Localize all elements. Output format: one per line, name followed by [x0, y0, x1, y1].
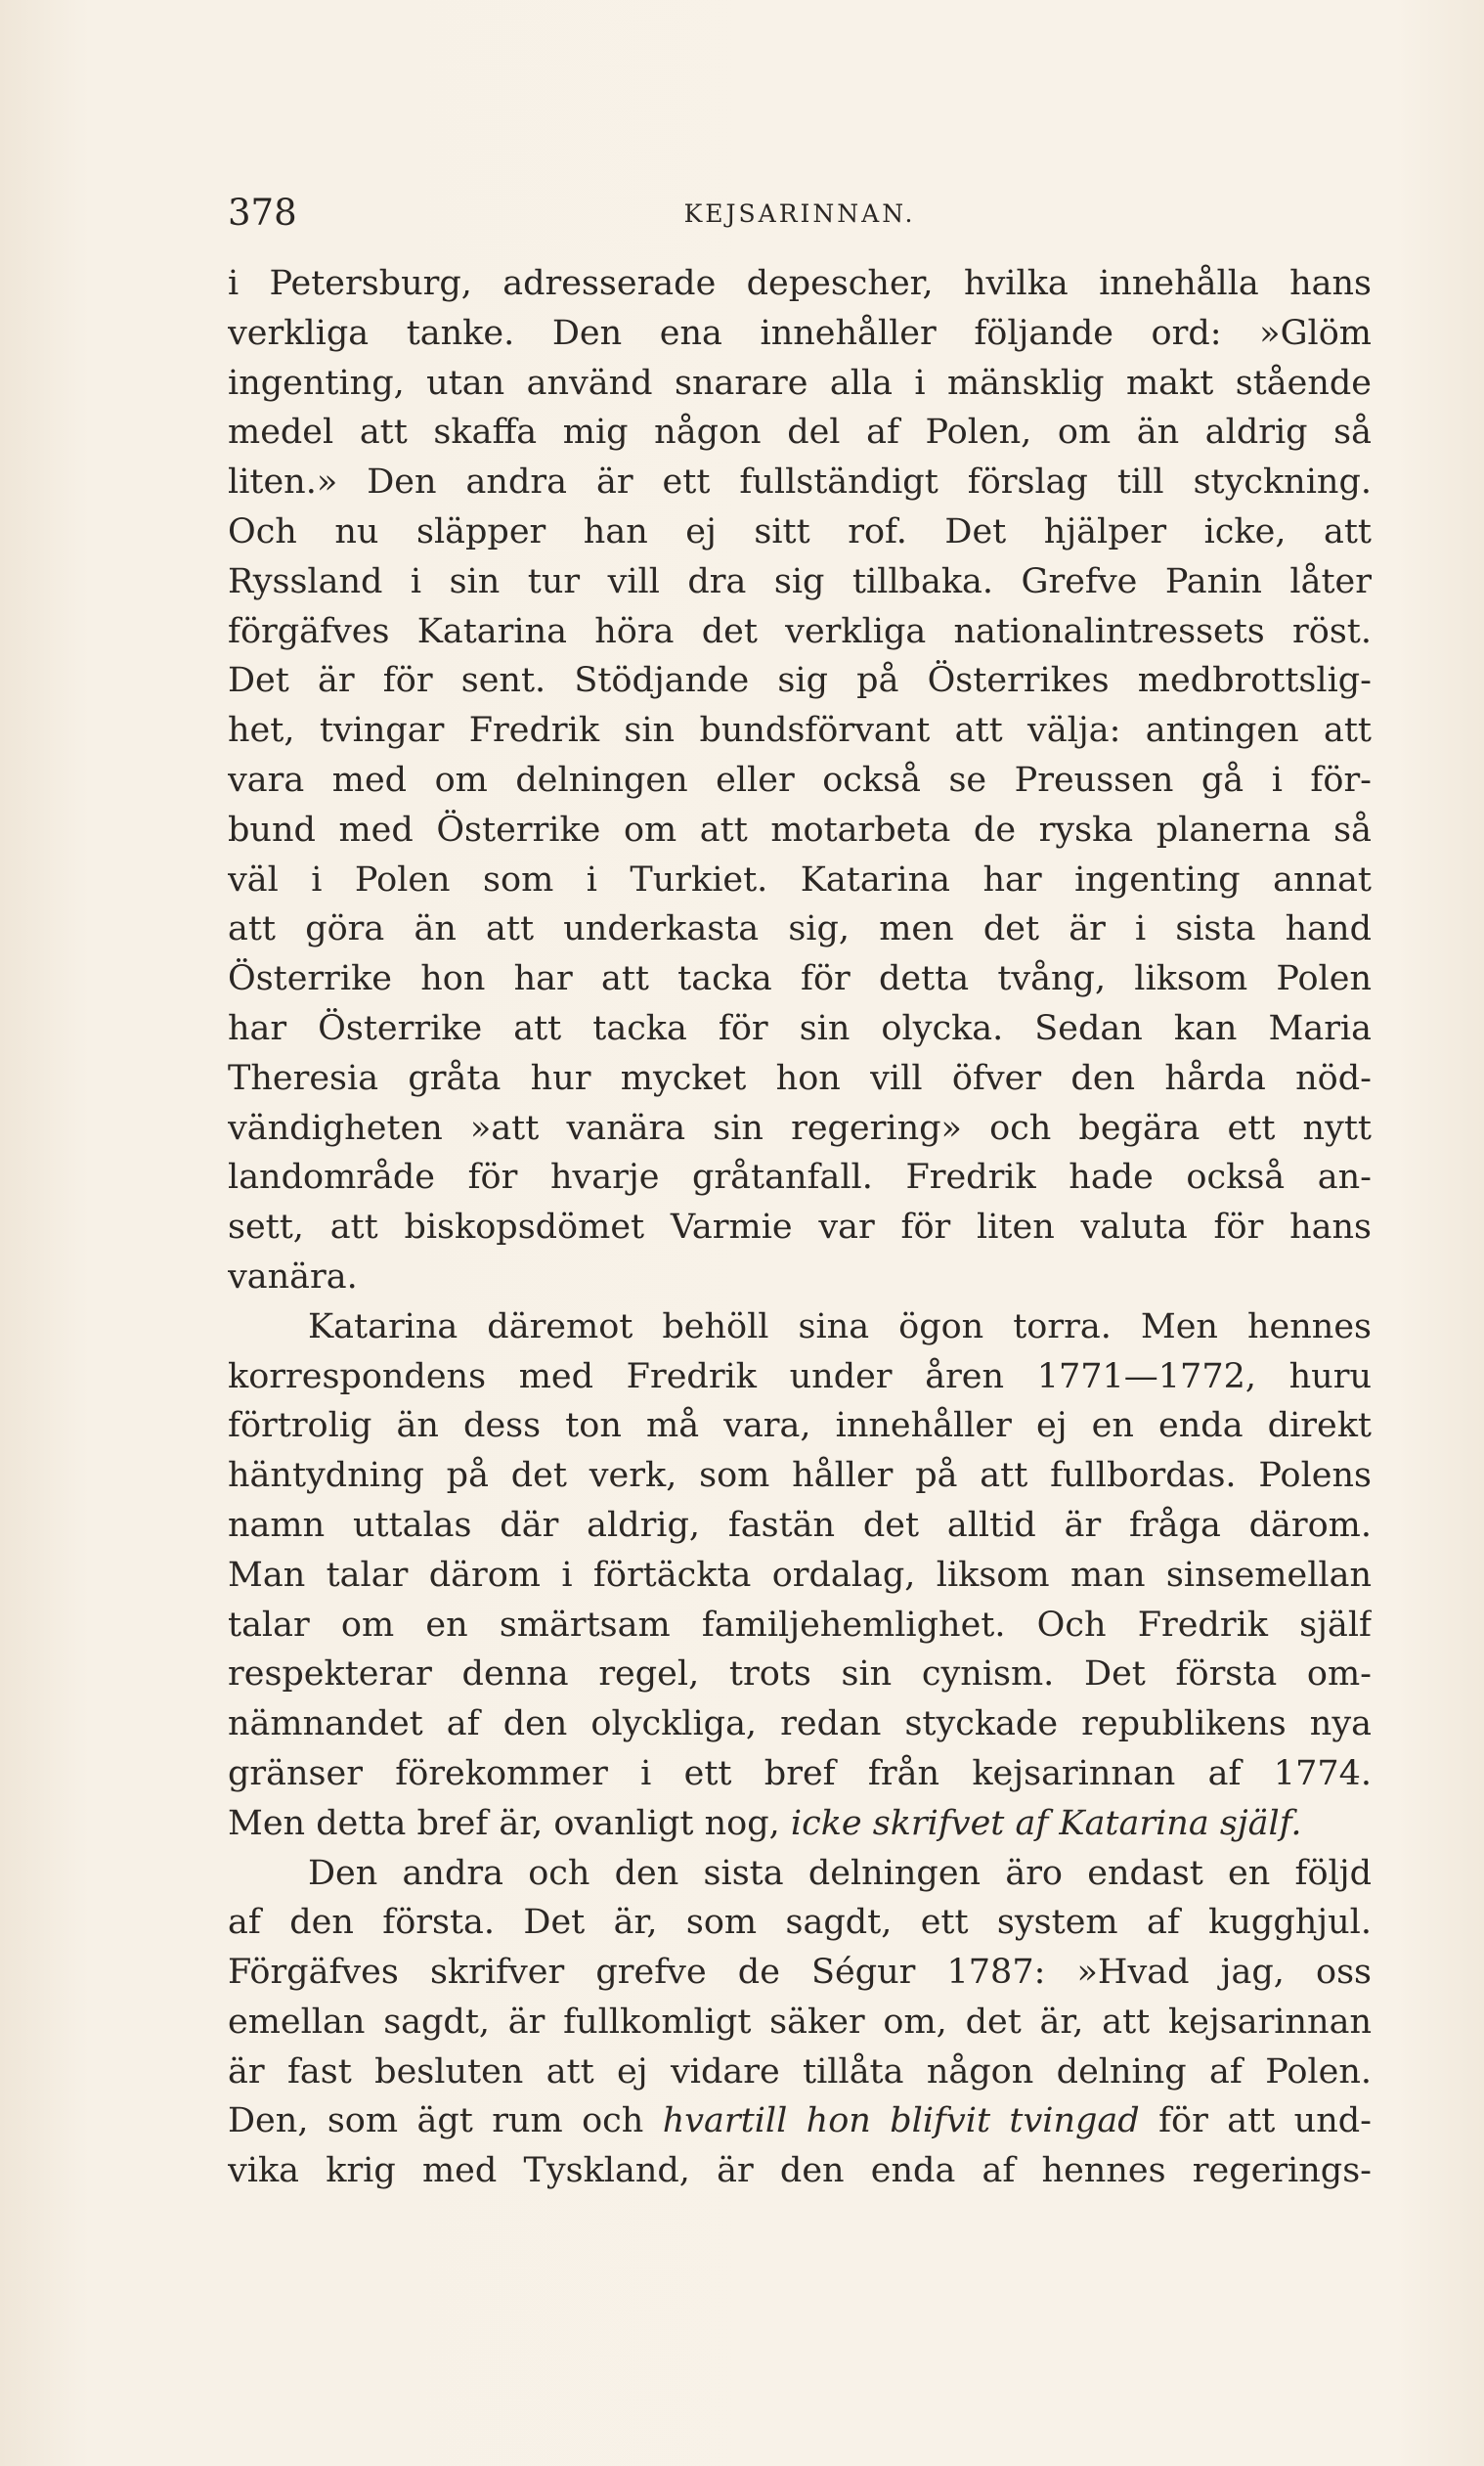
text-run: att göra än att underkasta sig, men det är i sista hand: [228, 909, 1372, 949]
text-run: af den första. Det är, som sagdt, ett system af kugghjul.: [228, 1903, 1372, 1943]
text-line: [228, 1551, 1372, 1601]
text-run: Theresia gråta hur mycket hon vill öfver den hårda nöd-: [228, 1058, 1372, 1098]
text-run: landområde för hvarje gråtanfall. Fredrik hade också an-: [228, 1158, 1372, 1198]
text-run: väl i Polen som i Turkiet. Katarina har ingenting annat: [228, 859, 1372, 900]
text-line: [228, 1998, 1372, 2048]
text-line: [228, 904, 1372, 954]
text-run: liten.» Den andra är ett fullständigt förslag till styckning.: [228, 462, 1372, 503]
text-run: har Österrike att tacka för sin olycka. Sedan kan Maria: [228, 1008, 1372, 1048]
text-run: vändigheten »att vanära sin regering» och begära ett nytt: [228, 1108, 1372, 1148]
text-line: [228, 2048, 1372, 2097]
page-header: [228, 192, 1372, 241]
text-run: förgäfves Katarina höra det verkliga nationalintressets röst.: [228, 611, 1372, 651]
text-line: [228, 259, 1372, 309]
italic-text: icke skrifvet af Katarina själf.: [790, 1803, 1302, 1843]
text-line: [228, 359, 1372, 409]
text-line: [228, 2146, 1372, 2196]
text-run: korrespondens med Fredrik under åren 1771—1772, huru: [228, 1356, 1372, 1396]
text-line: [228, 1898, 1372, 1948]
text-run: Men detta bref är, ovanligt nog,: [228, 1803, 791, 1843]
text-run: Det är för sent. Stödjande sig på Österrikes medbrottslig-: [228, 661, 1372, 701]
text-line: [228, 1849, 1372, 1899]
text-line: [228, 1401, 1372, 1451]
text-run: bund med Österrike om att motarbeta de ryska planerna så: [228, 810, 1372, 850]
text-line: [228, 806, 1372, 856]
text-run: Den, som ägt rum och: [228, 2101, 663, 2141]
text-line: [228, 408, 1372, 458]
text-run: verkliga tanke. Den ena innehåller följande ord: »Glöm: [228, 313, 1372, 353]
text-line: [228, 1352, 1372, 1402]
text-line: [228, 557, 1372, 607]
text-run: vara med om delningen eller också se Preussen gå i för-: [228, 760, 1372, 800]
text-run: i Petersburg, adresserade depescher, hvilka innehålla hans: [228, 264, 1372, 303]
text-line: [228, 1054, 1372, 1104]
body-text: [228, 259, 1372, 2196]
text-run: är fast besluten att ej vidare tillåta någon delning af Polen.: [228, 2051, 1372, 2092]
text-run: Och nu släpper han ej sitt rof. Det hjälper icke, att: [228, 511, 1372, 551]
text-line: [228, 1004, 1372, 1054]
text-run: talar om en smärtsam familjehemlighet. Och Fredrik själf: [228, 1605, 1372, 1645]
text-line: [228, 1451, 1372, 1501]
text-line: [228, 1601, 1372, 1651]
text-run: sett, att biskopsdömet Varmie var för liten valuta för hans: [228, 1208, 1372, 1248]
text-line: [228, 1699, 1372, 1749]
text-run: Ryssland i sin tur vill dra sig tillbaka. Grefve Panin låter: [228, 561, 1372, 601]
text-line: [228, 458, 1372, 507]
text-run: nämnandet af den olyckliga, redan styckade republikens nya: [228, 1704, 1372, 1744]
text-line: [228, 954, 1372, 1004]
text-run: Man talar därom i förtäckta ordalag, liksom man sinsemellan: [228, 1555, 1372, 1595]
text-run: Katarina däremot behöll sina ögon torra. Men hennes: [308, 1306, 1372, 1346]
text-run: namn uttalas där aldrig, fastän det alltid är fråga därom.: [228, 1505, 1372, 1545]
text-line: [228, 1104, 1372, 1154]
text-run: medel att skaffa mig någon del af Polen, om än aldrig så: [228, 413, 1372, 453]
text-line: [228, 1948, 1372, 1998]
text-line: [228, 309, 1372, 359]
text-line: [228, 607, 1372, 657]
running-head: KEJSARINNAN.: [683, 199, 916, 228]
text-line: [228, 856, 1372, 905]
text-line: [228, 656, 1372, 706]
text-line: [228, 706, 1372, 756]
text-run: Den andra och den sista delningen äro endast en följd: [308, 1853, 1372, 1893]
text-line: [228, 1203, 1372, 1253]
italic-text: hvartill hon blifvit tvingad: [662, 2101, 1140, 2141]
text-run: gränser förekommer i ett bref från kejsarinnan af 1774.: [228, 1753, 1372, 1793]
text-line: [228, 1650, 1372, 1699]
text-line: [228, 1749, 1372, 1799]
text-run: vanära.: [228, 1256, 358, 1297]
text-line: [228, 2096, 1372, 2146]
text-run: häntydning på det verk, som håller på att fullbordas. Polens: [228, 1456, 1372, 1496]
page-number: 378: [228, 192, 297, 234]
text-run: respekterar denna regel, trots sin cynism. Det första om-: [228, 1654, 1372, 1695]
text-run: ingenting, utan använd snarare alla i mänsklig makt stående: [228, 363, 1372, 403]
text-run: förtrolig än dess ton må vara, innehåller ej en enda direkt: [228, 1406, 1372, 1446]
text-line: [228, 1799, 1372, 1849]
text-run: Förgäfves skrifver grefve de Ségur 1787: »Hvad jag, oss: [228, 1953, 1372, 1993]
text-line: [228, 1302, 1372, 1352]
text-line: [228, 507, 1372, 557]
text-run: för att und-: [1139, 2101, 1372, 2141]
text-line: [228, 756, 1372, 806]
text-run: Österrike hon har att tacka för detta tvång, liksom Polen: [228, 959, 1372, 999]
text-line: [228, 1153, 1372, 1203]
text-run: vika krig med Tyskland, är den enda af hennes regerings-: [228, 2151, 1372, 2191]
text-run: emellan sagdt, är fullkomligt säker om, det är, att kejsarinnan: [228, 2002, 1372, 2042]
text-line: [228, 1501, 1372, 1551]
text-line: [228, 1253, 1372, 1302]
text-run: het, tvingar Fredrik sin bundsförvant att välja: antingen att: [228, 711, 1372, 751]
